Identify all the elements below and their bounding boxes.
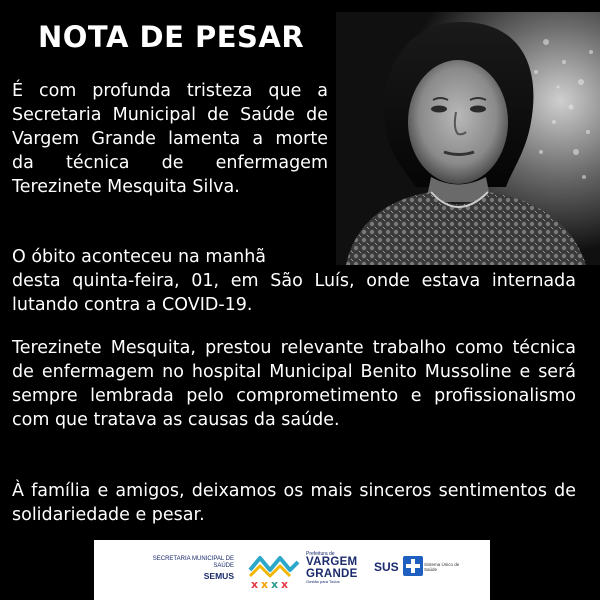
death-paragraph: desta quinta-feira, 01, em São Luís, onde estava internada lutando contra a COVID-19. (12, 271, 576, 315)
vargem-grande-logo-text (306, 552, 358, 584)
intro-paragraph: É com profunda tristeza que a Secretaria Municipal de Saúde de Vargem Grande lamenta a morte da técnica de enfermagem Terezinete Mesquita Silva. (12, 81, 328, 197)
svg-text:x: x (281, 578, 289, 590)
semus-name: SEMUS (203, 571, 234, 581)
sus-subtitle: Sistema Único de Saúde (424, 562, 460, 572)
vg-prefix: Prefeitura de (306, 551, 335, 557)
vg-name-line1: VARGEM (306, 556, 358, 568)
page-title: NOTA DE PESAR (38, 20, 305, 54)
portrait-image (336, 12, 600, 265)
death-paragraph-first-line: O óbito aconteceu na manhã (12, 247, 267, 267)
vargem-grande-emblem-icon (246, 550, 302, 590)
sus-cross-icon (403, 556, 423, 576)
svg-text:x: x (261, 578, 269, 590)
svg-text:x: x (271, 578, 279, 590)
sus-logo-text: SUS (374, 560, 399, 574)
footer-logos-bar (94, 540, 490, 600)
vg-tagline: Gestão para Todos (306, 579, 340, 584)
tribute-paragraph: Terezinete Mesquita, prestou relevante trabalho como técnica de enfermagem no hospital Municipal Benito Mussoline e será sempre lembrada pelo comprometimento e profissionalismo com que tratava as causas da saúde. (12, 338, 576, 430)
portrait-photo (336, 12, 600, 265)
semus-subtitle: SECRETARIA MUNICIPAL DE SAÚDE (152, 556, 234, 569)
vg-name-line2: GRANDE (306, 567, 358, 580)
svg-text:x: x (251, 578, 259, 590)
condolence-paragraph: À família e amigos, deixamos os mais sinceros sentimentos de solidariedade e pesar. (12, 481, 576, 525)
semus-logo (134, 556, 234, 581)
